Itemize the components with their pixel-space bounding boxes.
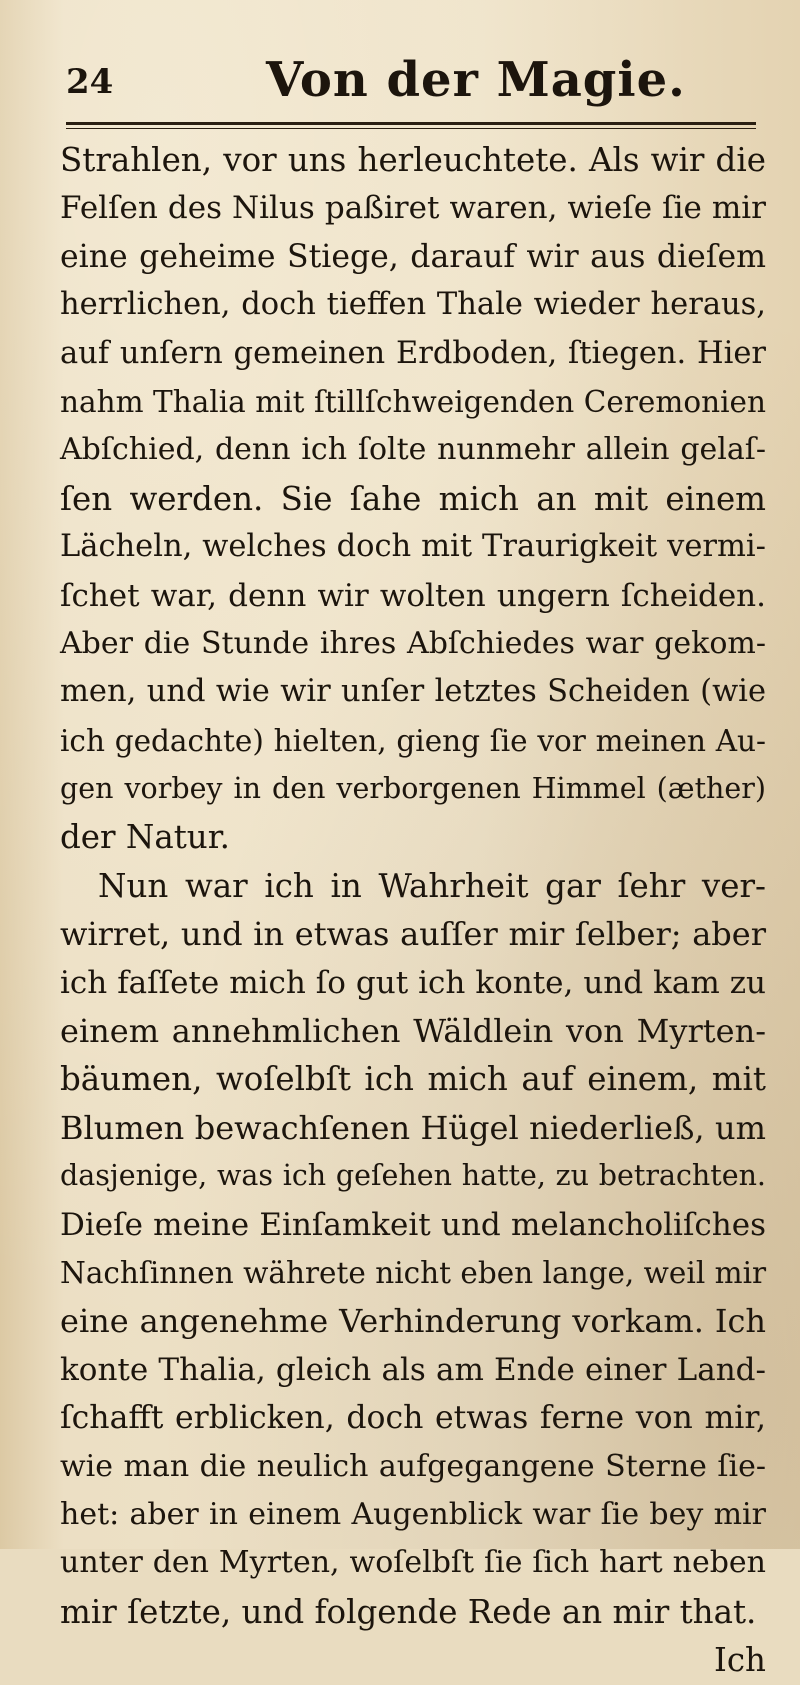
text-line: auf unſern gemeinen Erdboden, ſtiegen. Hier [60, 335, 766, 371]
text-line: gen vorbey in den verborgenen Himmel (æther) [60, 772, 766, 806]
text-line: Felſen des Nilus paßiret waren, wieſe ſie mir [60, 190, 766, 227]
page-number: 24 [66, 62, 114, 102]
text-line: het: aber in einem Augenblick war ſie bey mir [60, 1496, 766, 1532]
text-line: ich gedachte) hielten, gieng ſie vor meinen Au- [60, 723, 766, 758]
running-title: Von der Magie. [266, 52, 686, 108]
text-line: der Natur. [60, 818, 231, 857]
header-rule [66, 122, 756, 125]
text-line: unter den Myrten, woſelbſt ſie ſich hart neben [60, 1545, 766, 1581]
text-line: eine geheime Stiege, darauf wir aus dieſem [60, 238, 766, 275]
text-line: Strahlen, vor uns herleuchtete. Als wir die [60, 141, 766, 179]
page-header [66, 52, 756, 112]
text-line: ſchet war, denn wir wolten ungern ſcheiden. [60, 577, 766, 614]
text-line: Blumen bewachſenen Hügel niederließ, um [60, 1108, 766, 1147]
text-line: Nachſinnen währete nicht eben lange, weil mir [60, 1255, 767, 1290]
text-line: Lächeln, welches doch mit Traurigkeit vermi- [60, 529, 766, 565]
text-line: wirret, und in etwas auſſer mir ſelber; aber [60, 915, 766, 954]
text-line: nahm Thalia mit ſtillſchweigenden Ceremonien [60, 384, 766, 419]
text-line: Abſchied, denn ich ſolte nunmehr allein gelaſ- [60, 432, 766, 468]
text-line: Nun war ich in Wahrheit gar ſehr ver- [98, 866, 766, 905]
text-line: konte Thalia, gleich als am Ende einer Land- [60, 1351, 766, 1388]
text-line: eine angenehme Verhinderung vorkam. Ich [60, 1302, 766, 1341]
text-line: Aber die Stunde ihres Abſchiedes war gekom- [60, 625, 766, 661]
text-line: dasjenige, was ich geſehen hatte, zu betrachten. [60, 1159, 766, 1193]
text-line: mir ſetzte, und folgende Rede an mir that. [60, 1592, 757, 1631]
text-line: wie man die neulich aufgegangene Sterne ſie- [60, 1448, 766, 1484]
text-line: ich faſſete mich ſo gut ich konte, und kam zu [60, 964, 766, 1001]
text-line: Dieſe meine Einſamkeit und melancholiſches [60, 1206, 766, 1243]
text-line: einem annehmlichen Wäldlein von Myrten- [60, 1012, 766, 1051]
text-line: ſen werden. Sie ſahe mich an mit einem [60, 479, 766, 518]
text-line: herrlichen, doch tieffen Thale wieder heraus, [60, 287, 766, 323]
text-line: ſchafft erblicken, doch etwas ferne von mir, [60, 1400, 766, 1437]
body-text [60, 136, 766, 1685]
text-line: men, und wie wir unſer letztes Scheiden (wie [60, 674, 766, 710]
text-line: bäumen, woſelbſt ich mich auf einem, mit [60, 1060, 766, 1099]
catchword: Ich [714, 1641, 766, 1680]
